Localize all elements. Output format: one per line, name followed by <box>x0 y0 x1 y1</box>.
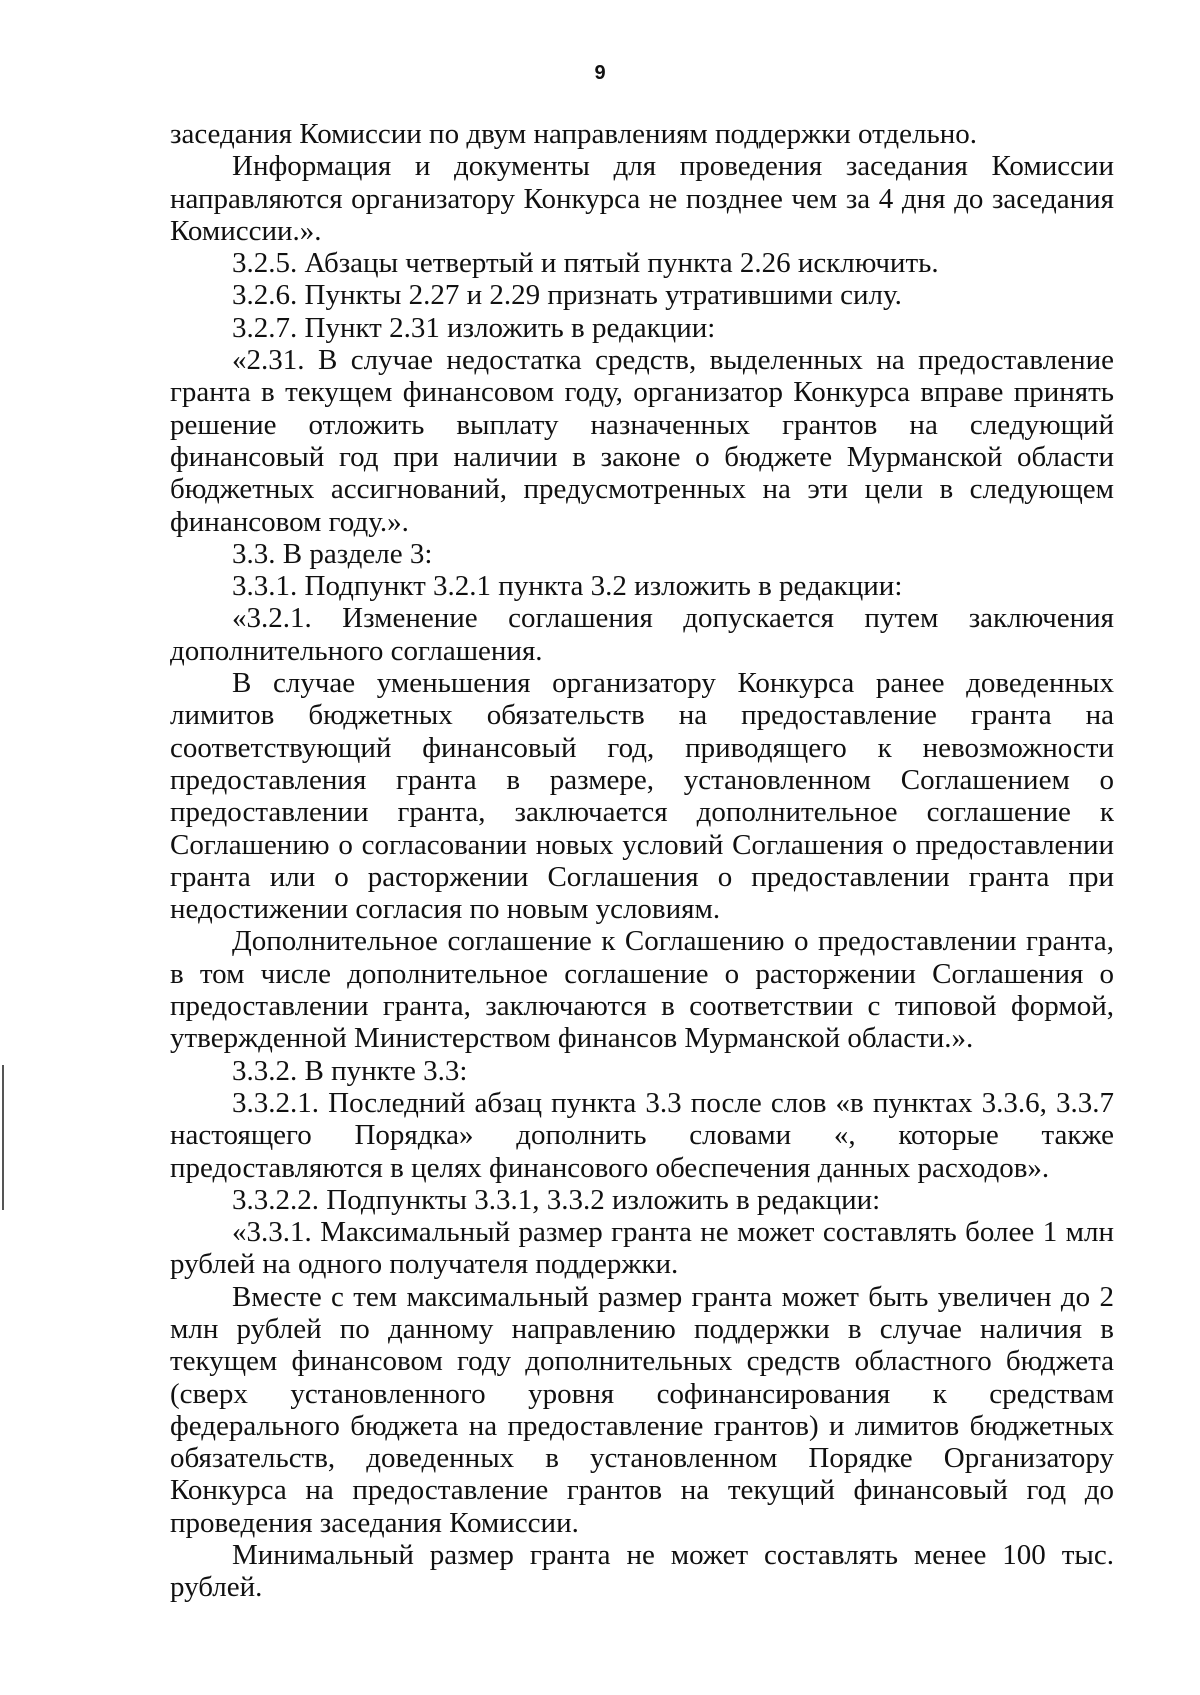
paragraph: Дополнительное соглашение к Соглашению о предоставлении гранта, в том числе дополнительное соглашение о расторжении Соглашения о предоставлении гранта, заключаются в соответствии с типовой формой, утвержденной Министерством финансов Мурманской области.». <box>170 925 1114 1055</box>
paragraph: 3.2.7. Пункт 2.31 изложить в редакции: <box>232 311 716 344</box>
paragraph: 3.3.2. В пункте 3.3: <box>232 1054 468 1087</box>
paragraph: 3.3.2.2. Подпункты 3.3.1, 3.3.2 изложить в редакции: <box>232 1183 881 1216</box>
paragraph: В случае уменьшения организатору Конкурса ранее доведенных лимитов бюджетных обязательств на предоставление гранта на соответствующий финансовый год, приводящего к невозможности предоставления гранта в размере, установленном Соглашением о предоставлении гранта, заключается дополнительное соглашение к Соглашению о согласовании новых условий Соглашения о предоставлении гранта или о расторжении Соглашения о предоставлении гранта при недостижении согласия по новым условиям. <box>170 667 1114 926</box>
paragraph: 3.3. В разделе 3: <box>232 537 433 570</box>
paragraph: 3.2.6. Пункты 2.27 и 2.29 признать утратившими силу. <box>232 279 902 312</box>
paragraph: Информация и документы для проведения заседания Комиссии направляются организатору Конкурса не позднее чем за 4 дня до заседания Комиссии.». <box>170 150 1114 247</box>
paragraph: «3.2.1. Изменение соглашения допускается путем заключения дополнительного соглашения. <box>170 602 1114 667</box>
paragraph: 3.2.5. Абзацы четвертый и пятый пункта 2.26 исключить. <box>232 247 939 280</box>
paragraph: 3.3.2.1. Последний абзац пункта 3.3 после слов «в пунктах 3.3.6, 3.3.7 настоящего Порядка» дополнить словами «, которые также предоставляются в целях финансового обеспечения данных расходов». <box>170 1086 1114 1184</box>
scan-edge-mark <box>2 1065 4 1210</box>
paragraph: 3.3.1. Подпункт 3.2.1 пункта 3.2 изложить в редакции: <box>232 570 903 603</box>
paragraph: «3.3.1. Максимальный размер гранта не может составлять более 1 млн рублей на одного получателя поддержки. <box>170 1216 1114 1281</box>
page-number: 9 <box>594 62 606 84</box>
paragraph: «2.31. В случае недостатка средств, выделенных на предоставление гранта в текущем финансовом году, организатор Конкурса вправе принять решение отложить выплату назначенных грантов на следующий финансовый год при наличии в законе о бюджете Мурманской области бюджетных ассигнований, предусмотренных на эти цели в следующем финансовом году.». <box>170 344 1114 538</box>
paragraph: заседания Комиссии по двум направлениям поддержки отдельно. <box>170 118 977 150</box>
paragraph: Минимальный размер гранта не может составлять менее 100 тыс. рублей. <box>170 1539 1114 1604</box>
document-body <box>170 118 1114 1604</box>
paragraph: Вместе с тем максимальный размер гранта может быть увеличен до 2 млн рублей по данному направлению поддержки в случае наличия в текущем финансовом году дополнительных средств областного бюджета (сверх установленного уровня софинансирования к средствам федерального бюджета на предоставление грантов) и лимитов бюджетных обязательств, доведенных в установленном Порядке Организатору Конкурса на предоставление грантов на текущий финансовый год до проведения заседания Комиссии. <box>170 1280 1114 1539</box>
